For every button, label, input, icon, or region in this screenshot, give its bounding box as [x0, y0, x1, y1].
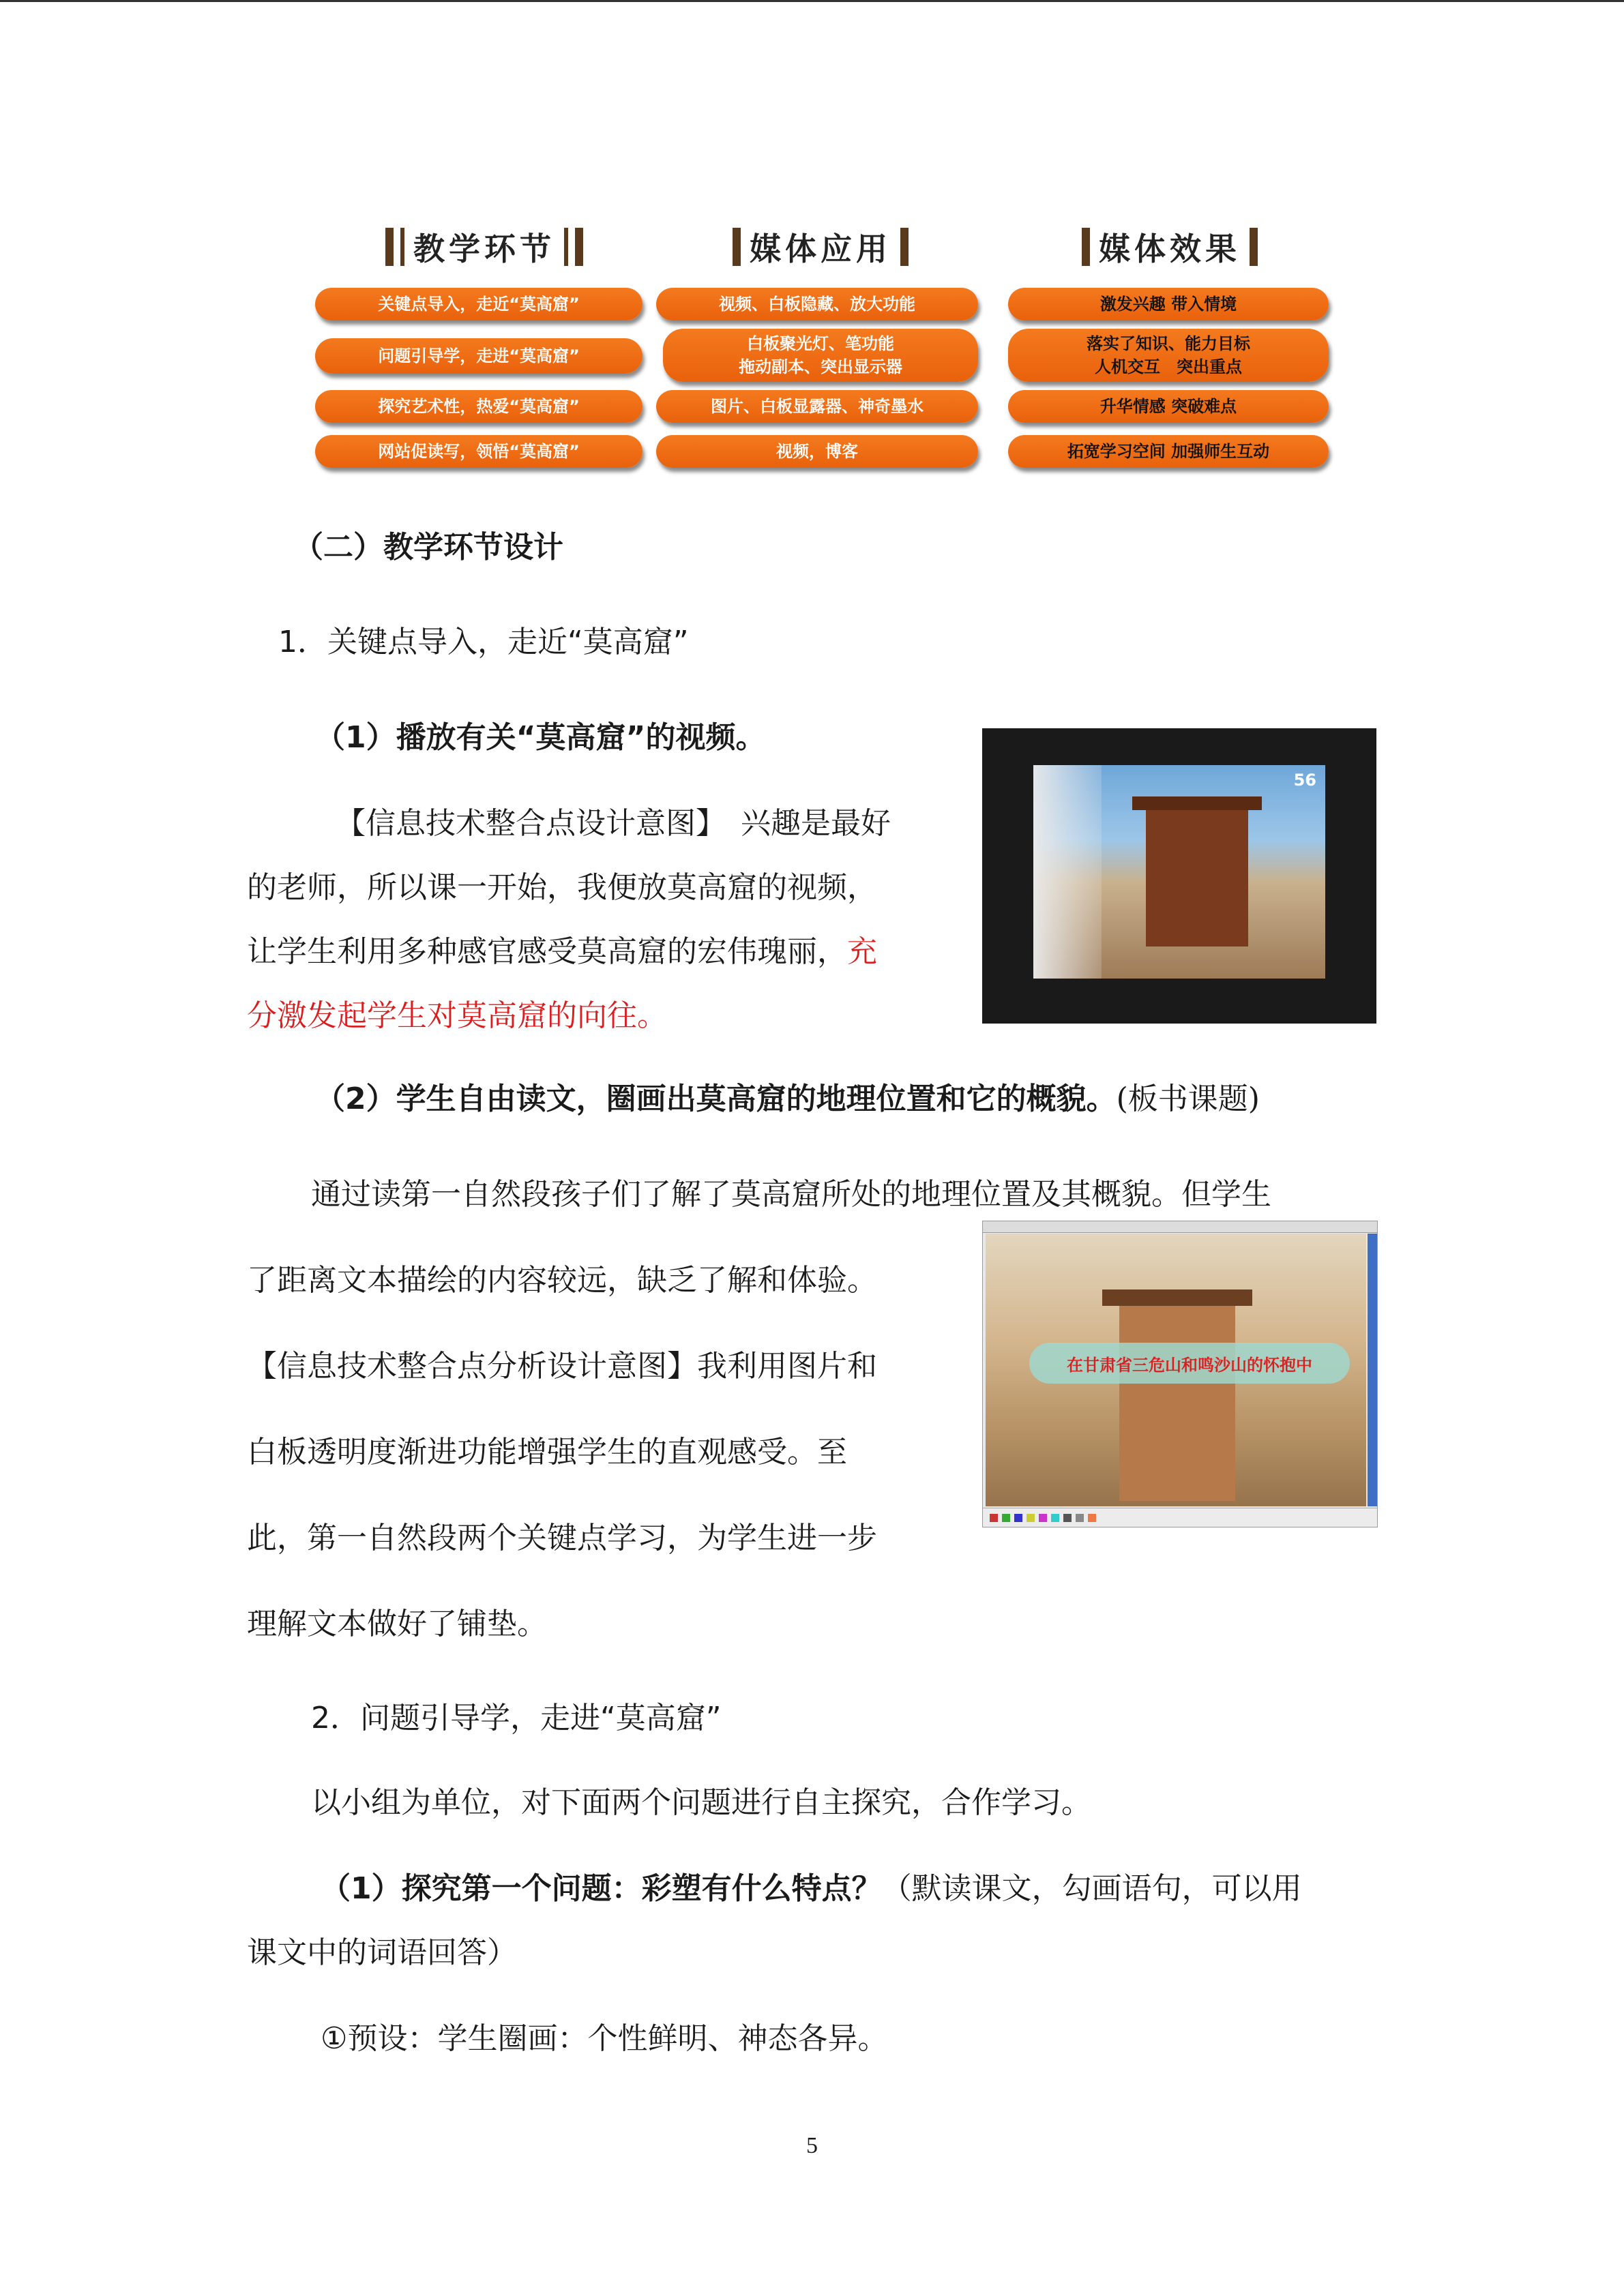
header-teaching-stage: 教学环节	[358, 224, 610, 270]
whiteboard-sidebar	[1368, 1234, 1377, 1506]
media-pill-2: 白板聚光灯、笔功能 拖动副本、突出显示器	[663, 329, 978, 382]
stage-pill-3: 探究艺术性，热爱“莫高窟”	[315, 390, 643, 423]
s1-l4: 白板透明度渐进功能增强学生的直观感受。至	[247, 1435, 847, 1470]
video-screenshot	[982, 728, 1376, 1024]
s1-heading: 1．关键点导入，走近“莫高窟”	[278, 625, 689, 659]
s2-q1-cont: 课文中的词语回答）	[247, 1935, 517, 1970]
stage-pill-2: 问题引导学，走进“莫高窟”	[315, 338, 643, 374]
header-media-effect: 媒体效果	[1044, 224, 1296, 270]
s1-p1-label: （1）播放有关“莫高窟”的视频。	[315, 720, 766, 755]
s1-l3: 【信息技术整合点分析设计意图】我利用图片和	[247, 1349, 877, 1384]
effect-pill-2: 落实了知识、能力目标 人机交互 突出重点	[1008, 329, 1329, 382]
media-pill-4: 视频，博客	[656, 435, 978, 468]
whiteboard-menubar	[983, 1221, 1377, 1233]
whiteboard-caption: 在甘肃省三危山和鸣沙山的怀抱中	[1029, 1343, 1350, 1384]
s2-heading: 2．问题引导学，走进“莫高窟”	[311, 1701, 722, 1735]
top-border	[0, 0, 1624, 2]
effect-pill-3: 升华情感 突破难点	[1008, 390, 1329, 423]
s1-l6: 理解文本做好了铺垫。	[247, 1607, 547, 1641]
header-media-application: 媒体应用	[694, 224, 947, 270]
s1-intent-line-3: 让学生利用多种感官感受莫高窟的宏伟瑰丽，充	[247, 934, 877, 969]
s1-intent-line-2: 的老师，所以课一开始，我便放莫高窟的视频，	[247, 870, 877, 905]
whiteboard-screenshot	[982, 1221, 1378, 1527]
s1-l2: 了距离文本描绘的内容较远，缺乏了解和体验。	[247, 1263, 877, 1298]
s1-p2: （2）学生自由读文，圈画出莫高窟的地理位置和它的概貌。(板书课题)	[315, 1082, 1260, 1116]
s1-intent-line-1: 【信息技术整合点设计意图】 兴趣是最好	[336, 806, 891, 841]
video-logo: 56	[1293, 771, 1316, 790]
stage-pill-4: 网站促读写，领悟“莫高窟”	[315, 435, 643, 468]
s2-intro: 以小组为单位，对下面两个问题进行自主探究，合作学习。	[311, 1785, 1091, 1820]
whiteboard-toolbar	[983, 1508, 1377, 1527]
stage-pill-1: 关键点导入，走近“莫高窟”	[315, 288, 643, 320]
s2-preset: ①预设：学生圈画：个性鲜明、神态各异。	[321, 2021, 888, 2056]
media-pill-3: 图片、白板显露器、神奇墨水	[656, 390, 978, 423]
s2-q1: （1）探究第一个问题：彩塑有什么特点？（默读课文，勾画语句，可以用	[321, 1871, 1302, 1906]
section-title: （二）教学环节设计	[293, 530, 563, 565]
s1-intent-line-4: 分激发起学生对莫高窟的向往。	[247, 998, 667, 1033]
media-pill-1: 视频、白板隐藏、放大功能	[656, 288, 978, 320]
effect-pill-1: 激发兴趣 带入情境	[1008, 288, 1329, 320]
s1-l1: 通过读第一自然段孩子们了解了莫高窟所处的地理位置及其概貌。但学生	[311, 1177, 1271, 1212]
effect-pill-4: 拓宽学习空间 加强师生互动	[1008, 435, 1329, 468]
page-number: 5	[806, 2133, 818, 2158]
s1-l5: 此，第一自然段两个关键点学习，为学生进一步	[247, 1521, 877, 1555]
